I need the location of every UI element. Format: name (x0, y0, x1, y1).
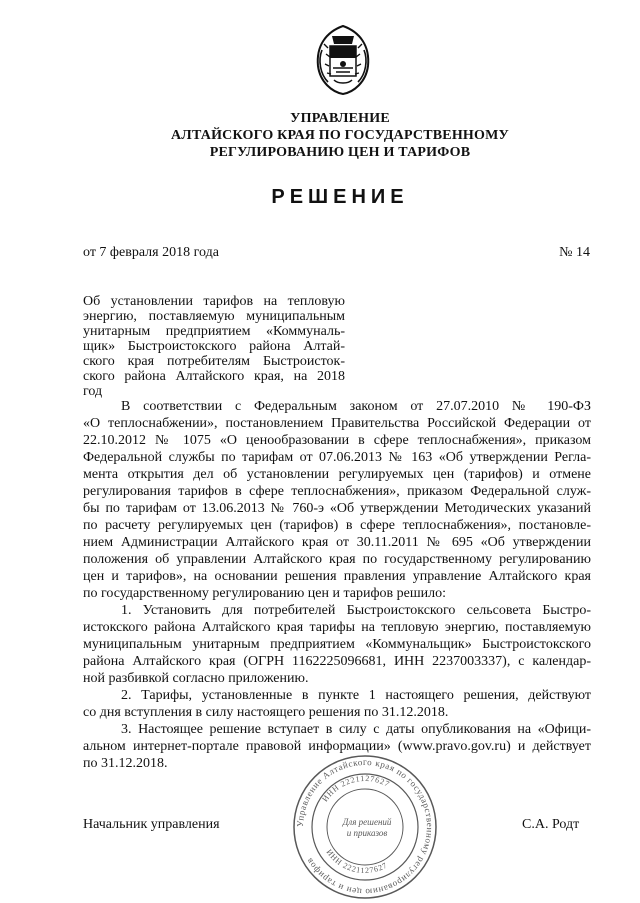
body-line: по 31.12.2018. (83, 756, 168, 771)
document-body (83, 398, 591, 772)
stamp-outer-text: Управление Алтайского края по государственному регулированию цен и тарифов (294, 756, 436, 898)
body-line: муниципальным унитарным предприятием «Коммунальщик» Быстроистокского (83, 637, 591, 652)
body-line: бы по тарифам от 13.06.2013 № 760-э «Об утверждении Методических указаний (83, 501, 591, 516)
stamp-center-line-2: и приказов (346, 828, 388, 838)
stamp-inn-bottom: ИНН 2221127627 (324, 847, 390, 876)
subject-line: энергию, поставляемую муниципальным (83, 309, 345, 324)
body-line: по расчету регулируемых цен (тарифов) в сфере теплоснабжения», постановле- (83, 518, 591, 533)
body-line: истокского района Алтайского края тарифы на тепловую энергию, поставляемую (83, 620, 591, 635)
body-line: ной разбивкой согласно приложению. (83, 671, 309, 686)
stamp-inn-top: ИНН 2221127627 (320, 773, 392, 804)
body-line: района Алтайского края (ОГРН 1162225096681, ИНН 2237003337), с календар- (83, 654, 591, 669)
body-line: В соответствии с Федеральным законом от 27.07.2010 № 190-ФЗ (121, 399, 591, 414)
signatory-name: С.А. Родт (522, 817, 580, 832)
subject-line: щик» Быстроистокского района Алтай- (83, 339, 345, 354)
issuing-authority (100, 110, 580, 161)
org-line-2: АЛТАЙСКОГО КРАЯ ПО ГОСУДАРСТВЕННОМУ (171, 128, 509, 143)
body-line: 1. Установить для потребителей Быстроистокского сельсовета Быстро- (121, 603, 591, 618)
subject-line: Об установлении тарифов на тепловую (83, 294, 345, 309)
body-line: альном интернет-портале правовой информации» (www.pravo.gov.ru) и действует (83, 739, 591, 754)
body-line: «О теплоснабжении», постановлением Правительства Российской Федерации от (83, 416, 591, 431)
body-line: по государственному регулированию цен и тарифов решило: (83, 586, 447, 601)
body-line: 2. Тарифы, установленные в пункте 1 настоящего решения, действуют (121, 688, 591, 703)
body-line: со дня вступления в силу настоящего решения по 31.12.2018. (83, 705, 449, 720)
body-line: нием Администрации Алтайского края от 30.11.2011 № 695 «Об утверждении (83, 535, 591, 550)
subject-line: год (83, 384, 103, 399)
body-line: 22.10.2012 № 1075 «О ценообразовании в сфере теплоснабжения», приказом (83, 433, 591, 448)
document-subject (83, 294, 345, 399)
body-line: 3. Настоящее решение вступает в силу с даты опубликования на «Офици- (121, 722, 591, 737)
document-date: от 7 февраля 2018 года (83, 245, 219, 260)
subject-line: унитарным предприятием «Коммуналь- (83, 324, 345, 339)
body-line: Федеральной службы по тарифам от 07.06.2013 № 163 «Об утверждении Регла- (83, 450, 591, 465)
subject-line: ского края потребителям Быстроисток- (83, 354, 345, 369)
body-line: положения об управлении Алтайского края по государственному регулированию (83, 552, 591, 567)
document-number: № 14 (559, 245, 590, 260)
body-line: регулирования тарифов в сфере теплоснабжения», приказом Федеральной служ- (83, 484, 591, 499)
signatory-position: Начальник управления (83, 817, 220, 832)
coat-of-arms-emblem (308, 22, 378, 96)
document-title: РЕШЕНИЕ (271, 186, 409, 208)
svg-text:ИНН 2221127627 (320, 774, 391, 804)
org-line-1: УПРАВЛЕНИЕ (290, 111, 390, 126)
subject-line: ского района Алтайского края, на 2018 (83, 369, 345, 384)
svg-text:ИНН 2221127627 (324, 848, 389, 876)
stamp-center-line-1: Для решений (342, 817, 392, 827)
org-line-3: РЕГУЛИРОВАНИЮ ЦЕН И ТАРИФОВ (209, 145, 471, 160)
body-line: цен и тарифов», на основании решения правления управление Алтайского края (83, 569, 591, 584)
body-line: мента открытия дел об установлении регулируемых цен (тарифов) и отмене (83, 467, 591, 482)
official-stamp (290, 752, 440, 902)
